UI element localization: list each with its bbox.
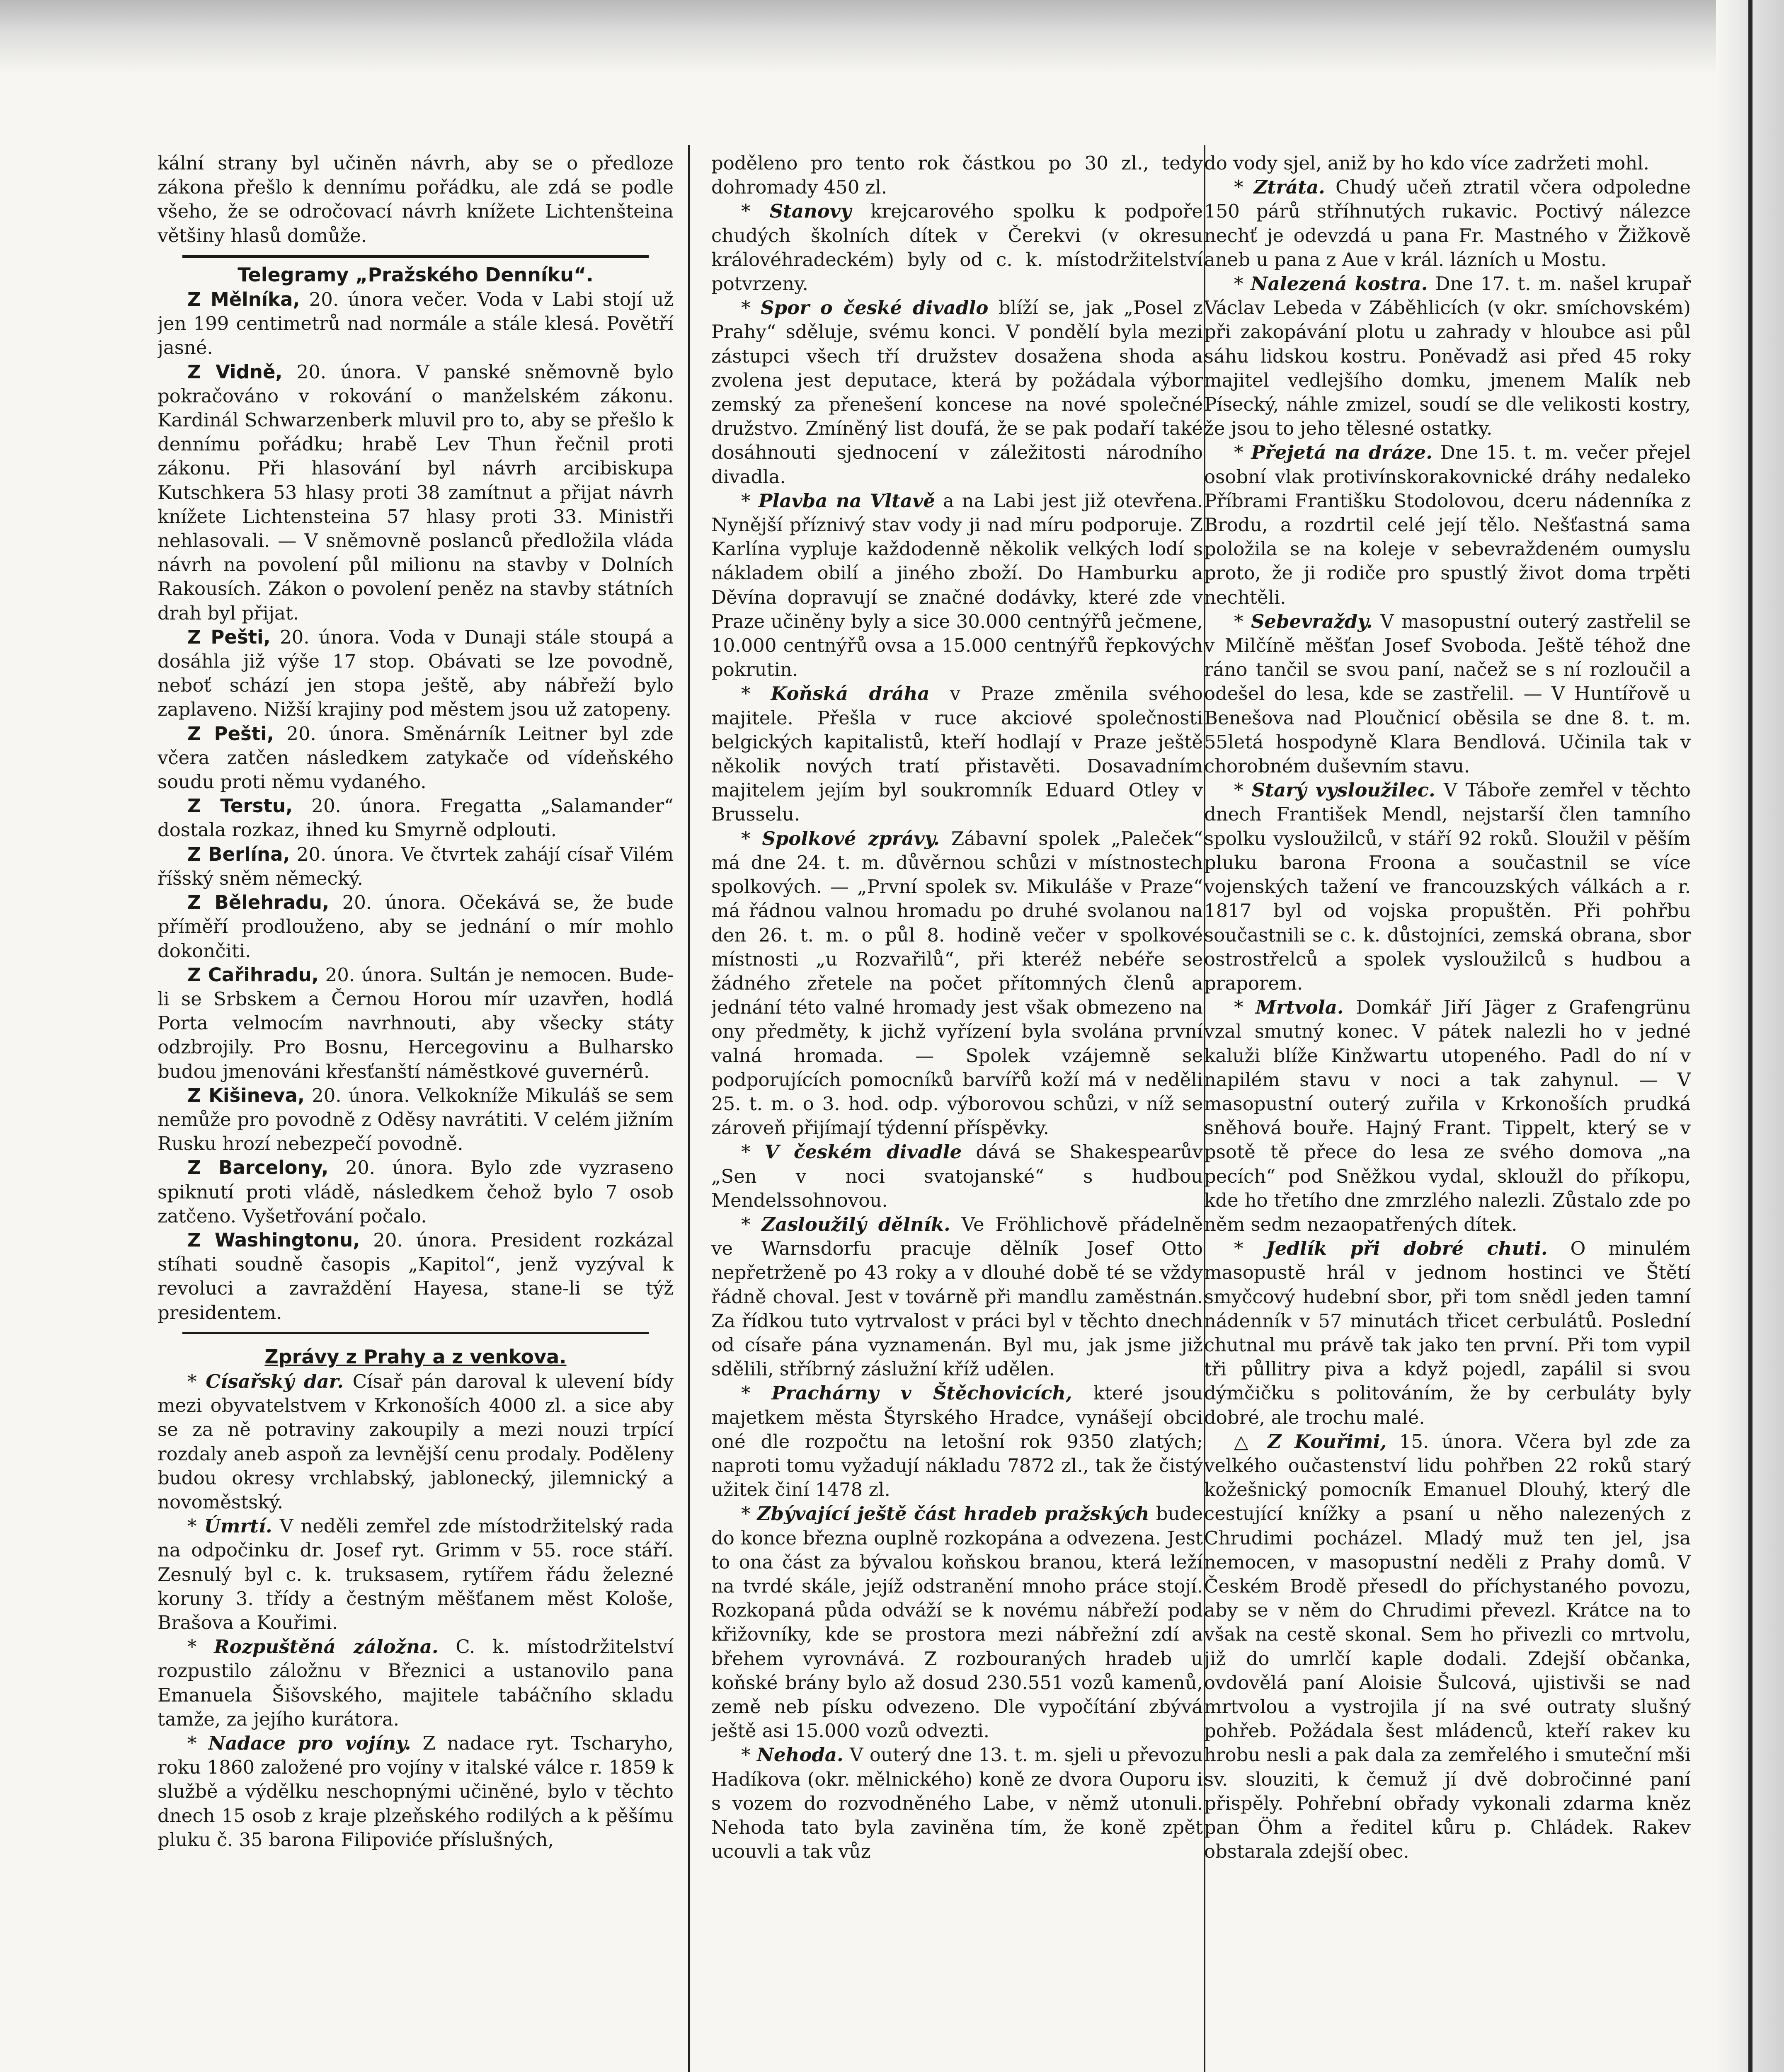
telegram-item: Z Barcelony, 20. února. Bylo zde vyzraseno spiknutí proti vládě, následkem čehož bylo 7 osob zatčeno. Vyšetřování počalo. (158, 1157, 674, 1227)
column-divider-1 (688, 145, 690, 2072)
column-1-intro: kální strany byl učiněn návrh, aby se o předloze zákona přešlo k dennímu pořádku, ale zdá se podle všeho, že se odročovací návrh knížete Lichtenšteina většiny hlasů domůže. (158, 152, 674, 247)
news-item: * Nehoda. V outerý dne 13. t. m. sjeli u převozu Hadíkova (okr. mělnického) koně ze dvora Ouporu i s vozem do rozvodněného Labe, v němž utonuli. Nehoda tato byla zaviněna tím, že koně zpět ucouvli a tak vůz (711, 1744, 1203, 1863)
news-item: * Zbývající ještě část hradeb pražských bude do konce března ouplně rozkopána a odvezena. Jest to ona část za bývalou koňskou branou, která leží na tvrdé skále, jejíž odstranění mnoho práce stojí. Rozkopaná půda odváží se k novému nábřeží pod křižovníky, kde se prostora mezi nábřežní zdí a břehem vyrovnává. Z rozbouraných hradeb u koňské brány bylo až dosud 230.551 vozů kamenů, země neb písku odvezeno. Dle vypočítání zbývá ještě asi 15.000 vozů odvezti. (711, 1503, 1203, 1742)
telegram-item: Z Mělníka, 20. února večer. Voda v Labi stojí už jen 199 centimetrů nad normále a stále klesá. Povětří jasné. (158, 288, 674, 359)
news-item: * Sebevraždy. V masopustní outerý zastřelil se v Milčíně měšťan Josef Svoboda. Ještě téhož dne ráno tančil se svou paní, načež se s ní rozloučil a odešel do lesa, kde se zastřelil. — V Huntířově u Benešova nad Ploučnicí oběsila se dne 8. t. m. 55letá hospodyně Klara Bendlová. Učinila tak v chorobném duševním stavu. (1204, 610, 1691, 777)
column-3-intro: do vody sjel, aniž by ho kdo více zadržeti mohl. (1204, 152, 1649, 174)
news-item: * Spor o české divadlo blíží se, jak „Posel z Prahy“ sděluje, svému konci. V pondělí byla mezi zástupci všech tří družstev dosažena shoda a zvolena jest deputace, která by požádala výbor zemský za přenešení koncese na nové společné družstvo. Zmíněný list doufá, že se pak podaří také dosáhnouti sjednocení v záležitosti národního divadla. (711, 297, 1203, 488)
news-item: * Starý vysloužilec. V Táboře zemřel v těchto dnech František Mendl, nejstarší člen tamního spolku vysloužilců, v stáří 92 roků. Sloužil v pěším pluku barona Froona a součastnil se více vojenských tažení ve francouzských válkách a r. 1817 byl od vojska propuštěn. Při pohřbu součastnili se c. k. důstojníci, zemská obrana, sbor ostrostřelců a spolek vysloužilců s hudbou a praporem. (1204, 779, 1691, 994)
news-item: * Jedlík při dobré chuti. O minulém masopustě hrál v jednom hostinci ve Štětí smyčcový hudební sbor, při tom snědl jeden tamní nádenník v 57 minutách třicet cerbulátů. Poslední chutnal mu právě tak jako ten první. Při tom vypil tři půllitry piva a když pojedl, zapálil si svou dýmčičku s politováním, že by cerbuláty byly dobré, ale trochu malé. (1204, 1237, 1691, 1428)
news-item: * Spolkové zprávy. Zábavní spolek „Paleček“ má dne 24. t. m. důvěrnou schůzi v místnostech spolkových. — „První spolek sv. Mikuláše v Praze“ má řádnou valnou hromadu po druhé svolanou na den 26. t. m. o půl 8. hodině večer v spolkové místnosti „u Rozvařilů“, při kteréž nebéře se žádného zřetele na počet přítomných členů a jednání této valné hromady jest však obmezeno na ony předměty, k jichž vyřízení byla svolána první valná hromada. — Spolek vzájemně se podporujících pomocníků barvířů koží má v neděli 25. t. m. o 3. hod. odp. výborovou schůzi, v níž se zároveň přijímají týdenní příspěvky. (711, 827, 1203, 1139)
news-item: * Nalezená kostra. Dne 17. t. m. našel krupař Václav Lebeda v Záběhlicích (v okr. smíchovském) při zakopávání plotu u zahrady v hloubce asi půl sáhu lidskou kostru. Poněvadž asi před 45 roky majitel vedlejšího domku, jmenem Malík neb Písecký, náhle zmizel, soudí se dle velikosti kostry, že jsou to jeho tělesné ostatky. (1204, 273, 1691, 440)
news-item: * Koňská dráha v Praze změnila svého majitele. Přešla v ruce akciové společnosti belgických kapitalistů, kteří hodlají v Praze ještě několik nových tratí přistavěti. Dosavadním majitelem jejím byl soukromník Eduard Otley v Brusselu. (711, 683, 1203, 825)
news-item: * Císařský dar. Císař pán daroval k ulevení bídy mezi obyvatelstvem v Krkonoších 4000 zl. a sice aby se za ně potraviny zakoupily a mezi nouzi trpící rozdaly aneb aspoň za levnější cenu prodaly. Poděleny budou okresy vrchlabský, jablonecký, jilemnický a novoměstský. (158, 1370, 674, 1513)
news-item: * Plavba na Vltavě a na Labi jest již otevřena. Nynější příznivý stav vody ji nad míru podporuje. Z Karlína vypluje každodenně několik velkých lodí s nákladem obilí a jiného zboží. Do Hamburku a Děvína dopravují se značné dodávky, které zde v Praze učiněny byly a sice 30.000 centnýřů ječmene, 10.000 centnýřů ovsa a 15.000 centnýřů řepkových pokrutin. (711, 489, 1203, 681)
page-binding-edge (1748, 0, 1752, 2072)
news-item: * Prachárny v Štěchovicích, které jsou majetkem města Štyrského Hradce, vynášejí obci oné dle rozpočtu na letošní rok 9350 zlatých; naproti tomu vyžadují nákladu 7872 zl., tak že čistý užitek činí 1478 zl. (711, 1382, 1203, 1501)
telegram-item: Z Vidně, 20. února. V panské sněmovně bylo pokračováno v rokování o manželském zákonu. Kardinál Schwarzenberk mluvil pro to, aby se přešlo k dennímu pořádku; hrabě Lev Thun řečnil proti zákonu. Při hlasování byl návrh arcibiskupa Kutschkera 53 hlasy proti 38 zamítnut a přijat návrh knížete Lichtensteina 57 hlasy proti 33. Ministři nehlasovali. — V sněmovně poslanců předložila vláda návrh na povolení půl milionu na stavby v Dolních Rakousích. Zákon o povolení peněz na stavby státních drah byl přijat. (158, 361, 674, 624)
telegram-item: Z Pešti, 20. února. Voda v Dunaji stále stoupá a dosáhla již výše 17 stop. Obávati se lze povodně, neboť schází jen stopa ještě, aby nábřeží bylo zaplaveno. Nižší krajiny pod městem jsou už zatopeny. (158, 626, 674, 721)
column-3 (1204, 151, 1691, 2072)
news-item: * Rozpuštěná záložna. C. k. místodržitelství rozpustilo záložnu v Březnici a ustanovilo pana Emanuela Šišovského, majitele tabáčního skladu tamže, za jejího kurátora. (158, 1636, 674, 1730)
news-item: * Přejetá na dráze. Dne 15. t. m. večer přejel osobní vlak protivínskorakovnické dráhy nedaleko Příbrami Františku Stodolovou, dceru nádenníka z Brodu, a rozdrtil celé její tělo. Nešťastná sama položila se na koleje v sebevraždeném oumyslu proto, že ji rodiče pro spustlý život doma trpěti nechtěli. (1204, 441, 1691, 608)
column-1 (158, 151, 674, 2072)
section-divider-double (182, 1332, 649, 1334)
news-item: * V českém divadle dává se Shakespearův „Sen v noci svatojanské“ s hudbou Mendelssohnovou. (711, 1141, 1203, 1211)
column-2-intro: poděleno pro tento rok částkou po 30 zl., tedy dohromady 450 zl. (711, 152, 1203, 198)
section-divider (182, 255, 649, 258)
telegram-item: Z Bělehradu, 20. února. Očekává se, že bude příměří prodlouženo, aby se jednání o mír mohlo dokončiti. (158, 891, 674, 962)
telegram-item: Z Washingtonu, 20. února. President rozkázal stíhati soudně časopis „Kapitol“, jenž vyzýval k revoluci a zavraždění Hayesa, stane-li se týž presidentem. (158, 1229, 674, 1324)
telegram-item: Z Terstu, 20. února. Fregatta „Salamander“ dostala rozkaz, ihned ku Smyrně odplouti. (158, 795, 674, 841)
telegram-item: Z Cařihradu, 20. února. Sultán je nemocen. Bude-li se Srbskem a Černou Horou mír uzavřen, hodlá Porta velmocím navrhnouti, aby všecky státy odzbrojily. Pro Bosnu, Hercegovinu a Bulharsko budou jmenováni křesťanští náměstkové guvernérů. (158, 963, 674, 1082)
news-item: * Stanovy krejcarového spolku k podpoře chudých školních dítek v Čerekvi (v okresu královéhradeckém) byly od c. k. místodržitelství potvrzeny. (711, 200, 1203, 295)
news-item: △ Z Kouřimi, 15. února. Včera byl zde za velkého oučastenství lidu pohřben 22 roků starý kožešnický pomocník Emanuel Dlouhý, který dle cestující knížky a psaní u něho nalezených z Chrudimi pocházel. Mladý muž ten jel, jsa nemocen, v masopustní neděli z Prahy domů. V Českém Brodě přesedl do příchystaného povozu, aby se v něm do Chrudimi převezl. Krátce na to však na cestě skonal. Sem ho přivezli co mrtvolu, již do umrlčí kaple dodali. Zdejší občanka, ovdovělá paní Aloisie Šulcová, ujistivši se nad mrtvolou a vystrojila jí na své outraty slušný pohřeb. Požádala šest mládenců, kteří rakev ku hrobu nesli a pak dala za zemřelého i smuteční mši sv. slouziti, k čemuž jí dvě dobročinné paní přispěly. Pohřební obřady vykonali zdarma kněz pan Öhm a ředitel kůru p. Chládek. Rakev obstarala zdejší obec. (1204, 1430, 1691, 1863)
news-item: * Úmrtí. V neděli zemřel zde místodržitelský rada na odpočinku dr. Josef ryt. Grimm v 55. roce stáří. Zesnulý byl c. k. truksasem, rytířem řádu železné koruny 3. třídy a čestným měšťanem měst Kološe, Brašova a Kouřimi. (158, 1515, 674, 1634)
news-item: * Nadace pro vojíny. Z nadace ryt. Tscharyho, roku 1860 založené pro vojíny v italské válce r. 1859 k službě a výdělku neschopnými učiněné, bylo v těchto dnech 15 osob z kraje plzeňského rodilých a k pěšímu pluku č. 35 barona Filipoviće příslušných, (158, 1732, 674, 1851)
telegrams-heading: Telegramy „Pražského Denníku“. (238, 263, 594, 286)
telegram-item: Z Berlína, 20. února. Ve čtvrtek zahájí císař Vilém říšský sněm německý. (158, 843, 674, 889)
news-item: * Ztráta. Chudý učeň ztratil včera odpoledne 150 párů stříhnutých rukavic. Poctivý nálezce nechť je odevzdá u pana Fr. Mastného v Žižkově aneb u pana z Aue v král. lázních u Mostu. (1204, 176, 1691, 271)
news-item: * Zasloužilý dělník. Ve Fröhlichově přádelně ve Warnsdorfu pracuje dělník Josef Otto nepřetrženě po 43 roky a v dlouhé době té se vždy řádně choval. Jest v továrně při mandlu zaměstnán. Za řídkou tuto vytrvalost v práci byl v těchto dnech od císaře pána vyznamenán. Byl mu, jak jsme již sdělili, stříbrný záslužní kříž udělen. (711, 1213, 1203, 1380)
telegram-item: Z Kišineva, 20. února. Velkokníže Mikuláš se sem nemůže pro povodně z Oděsy navrátiti. V celém jižním Rusku hrozí nebezpečí povodně. (158, 1084, 674, 1155)
news-heading: Zprávy z Prahy a z venkova. (264, 1345, 567, 1368)
triangle-mark-icon: △ (1234, 1430, 1255, 1452)
column-2 (711, 151, 1203, 2072)
news-item: * Mrtvola. Domkář Jiří Jäger z Grafengrünu vzal smutný konec. V pátek nalezli ho v jedné kaluži blíže Kinžwartu utopeného. Padl do ní v napilém stavu v noci a tak zahynul. — V masopustní outerý zuřila v Krkonoších prudká sněhová bouře. Hajný Frant. Tippelt, který se v psotě tě přece do lesa ze svého domova „na pecích“ pod Sněžkou vydal, skloužl do příkopu, kde ho třetího dne zmrzlého nalezli. Zůstalo zde po něm sedm nezaopatřených dítek. (1204, 996, 1691, 1235)
page-top-shadow (0, 0, 1784, 75)
telegram-item: Z Pešti, 20. února. Směnárník Leitner byl zde včera zatčen následkem zatykače od vídeňského soudu proti němu vydaného. (158, 722, 674, 793)
